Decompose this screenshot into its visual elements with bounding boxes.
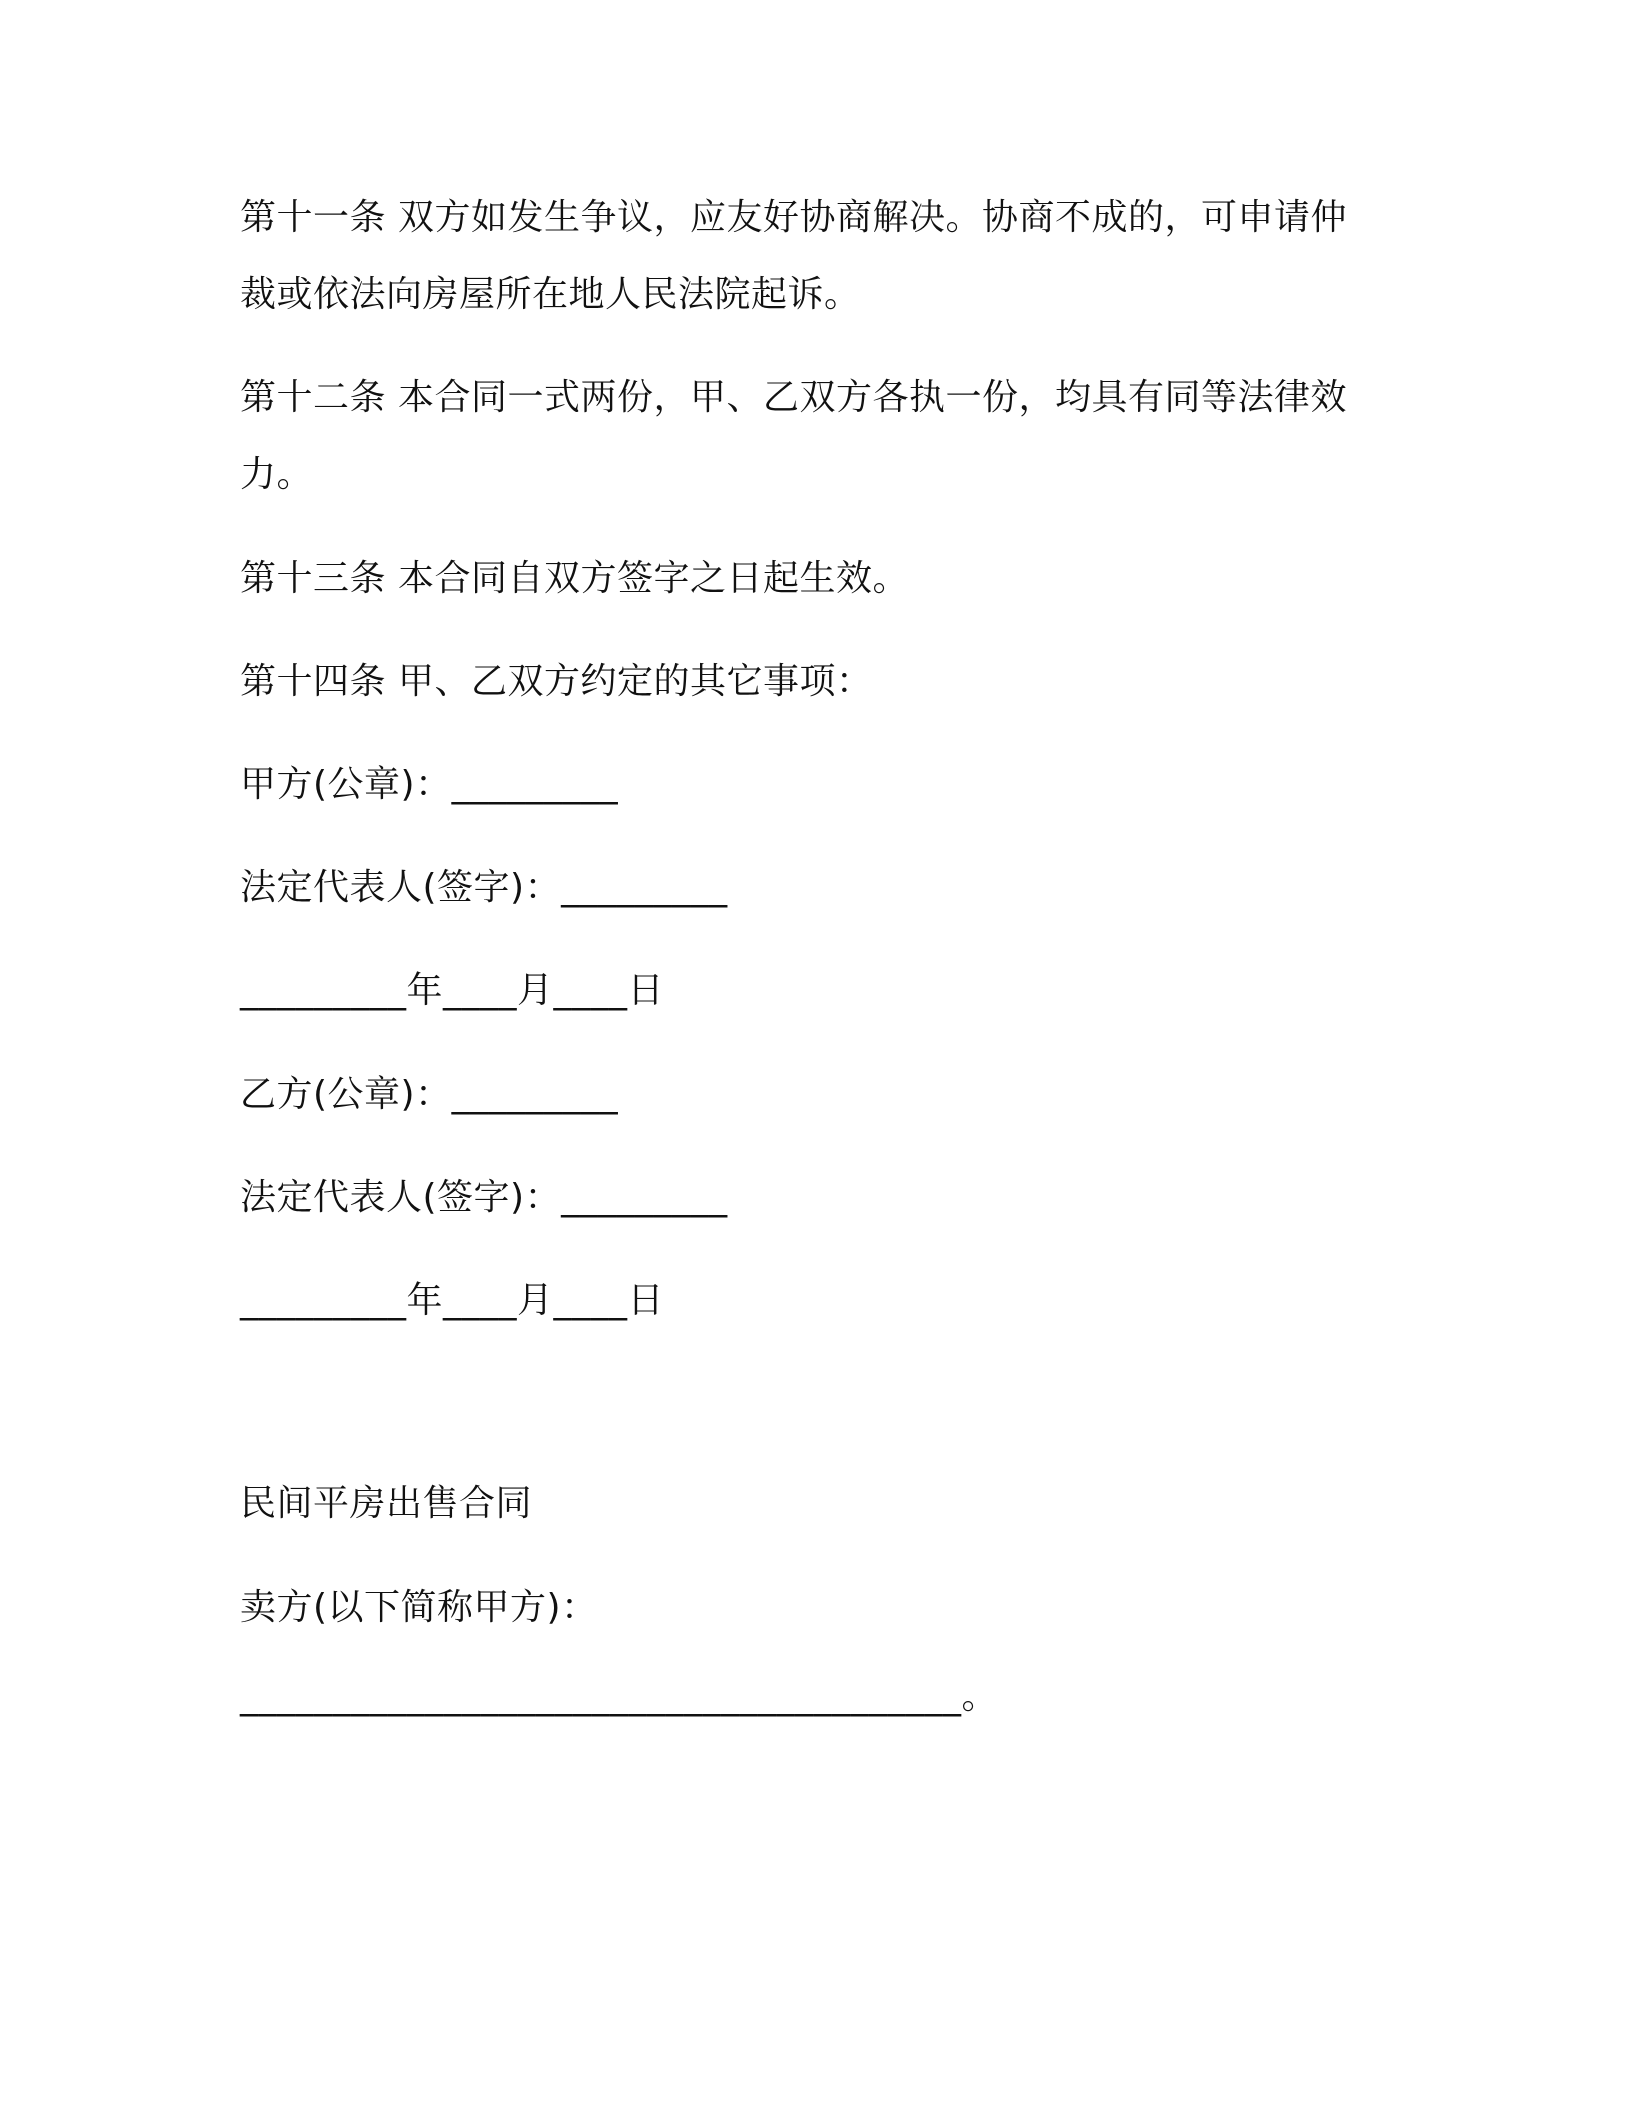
article-11-line-1: 第十一条 双方如发生争议，应友好协商解决。协商不成的，可申请仲: [240, 197, 1347, 238]
article-14: 第十四条 甲、乙双方约定的其它事项：: [240, 661, 873, 702]
article-13: 第十三条 本合同自双方签字之日起生效。: [240, 558, 909, 599]
article-11-line-2: 裁或依法向房屋所在地人民法院起诉。: [240, 274, 861, 315]
seller-label: 卖方(以下简称甲方)：: [240, 1587, 598, 1628]
second-contract-title: 民间平房出售合同: [240, 1483, 533, 1524]
party-a-representative-field: 法定代表人(签字)：_________: [240, 867, 728, 908]
party-b-seal-field: 乙方(公章)：_________: [240, 1074, 619, 1115]
seller-blank-line: _______________________________________。: [240, 1676, 998, 1717]
party-b-representative-field: 法定代表人(签字)：_________: [240, 1177, 728, 1218]
article-12-line-2: 力。: [240, 454, 314, 495]
article-12-line-1: 第十二条 本合同一式两份，甲、乙双方各执一份，均具有同等法律效: [240, 377, 1347, 418]
party-a-date-field: _________年____月____日: [240, 970, 664, 1011]
party-a-seal-field: 甲方(公章)：_________: [240, 764, 619, 805]
party-b-date-field: _________年____月____日: [240, 1280, 664, 1321]
